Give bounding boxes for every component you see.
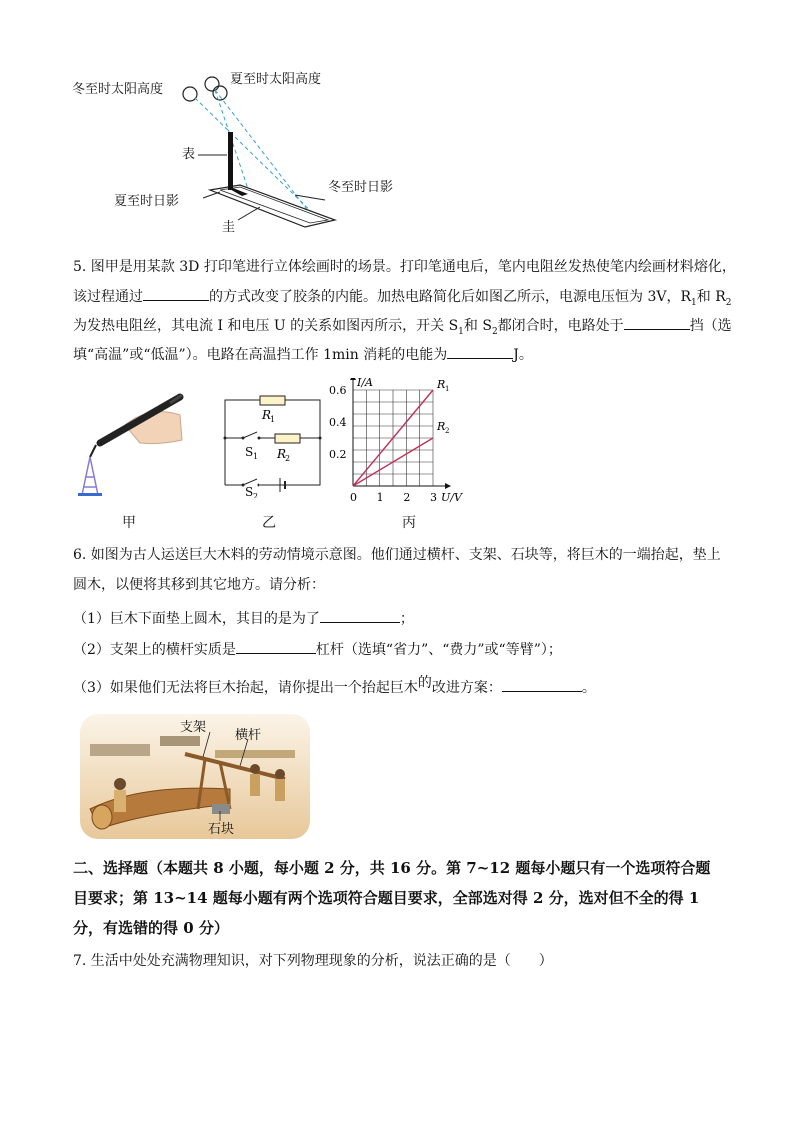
winter-sun-label: 冬至时太阳高度 <box>72 82 164 97</box>
q5-line1: 5. 图甲是用某款 3D 打印笔进行立体绘画时的场景。打印笔通电后，笔内电阻丝发热使笔内绘画材料熔化， <box>73 259 736 275</box>
gnomon-figure <box>70 70 430 240</box>
winter-sun-icon <box>213 86 227 100</box>
support-label: 支架 <box>180 720 207 735</box>
series-label-r2: R <box>437 420 446 433</box>
svg-text:1: 1 <box>253 452 259 461</box>
circuit-s1-label: S <box>245 445 254 459</box>
pen-illustration <box>70 385 190 505</box>
q5-line4: 填“高温”或“低温”）。电路在高温挡工作 1min 消耗的电能为 J。 <box>73 344 533 365</box>
q7-text: 7. 生活中处处充满物理知识，对下列物理现象的分析，说法正确的是（ ） <box>73 953 553 969</box>
summer-sun-label: 夏至时太阳高度 <box>230 72 322 87</box>
series-label-sub-r2: 2 <box>445 427 450 435</box>
y-tick-label: 0.4 <box>329 416 347 429</box>
x-axis-arrow <box>445 483 451 489</box>
fig-b-caption: 乙 <box>262 515 276 531</box>
q6-part1: （1）巨木下面垫上圆木，其目的是为了 ； <box>73 608 414 629</box>
y-axis-arrow <box>350 378 356 380</box>
winter-shadow-label: 冬至时日影 <box>328 180 394 195</box>
section2-line1: 二、选择题（本题共 8 小题，每小题 2 分，共 16 分。第 7~12 题每小题只有一个选项符合题 <box>73 859 711 877</box>
lever-label: 横杆 <box>235 728 262 743</box>
svg-text:1: 1 <box>270 415 276 424</box>
x-tick-label: 2 <box>403 491 411 504</box>
fig-a-pen <box>70 385 190 505</box>
y-axis-label: I/A <box>357 378 373 389</box>
fig-c-chart <box>320 378 480 513</box>
circuit-diagram <box>215 388 325 498</box>
x-tick-label: 0 <box>350 491 357 504</box>
series-label-r1: R <box>437 378 446 391</box>
svg-text:2: 2 <box>253 492 259 498</box>
ancient-lumber-figure <box>80 714 310 839</box>
section2-line3: 分，有选错的得 0 分） <box>73 919 229 937</box>
fig-b-circuit <box>215 388 325 498</box>
y-tick-label: 0.2 <box>329 448 347 461</box>
pole-label: 表 <box>182 147 196 162</box>
gnomon-pole <box>228 132 233 190</box>
q6-line2: 圆木，以便将其移到其它地方。请分析： <box>73 577 325 593</box>
section2-line2: 目要求；第 13~14 题每小题有两个选项符合题目要求，全部选对得 2 分，选对但不全的得 1 <box>73 889 700 907</box>
fig-c-caption: 丙 <box>402 515 416 531</box>
q6-part2: （2）支架上的横杆实质是 杠杆（选填“省力”、“费力”或“等臂”）； <box>73 639 562 660</box>
fig-a-caption: 甲 <box>122 515 136 531</box>
x-tick-label: 1 <box>376 491 384 504</box>
winter-sun-circle <box>183 87 197 101</box>
stone-label: 石块 <box>208 822 235 837</box>
q5-line3: 为发热电阻丝，其电流 I 和电压 U 的关系如图丙所示，开关 $S_1$和 $S_2$都闭合时，电路处于 挡（选 <box>73 315 732 342</box>
circuit-r1-label: R <box>262 408 272 422</box>
iu-chart-svg <box>320 378 480 513</box>
q6-part3: （3）如果他们无法将巨木抬起，请你提出一个抬起巨木的改进方案： 。 <box>73 675 596 696</box>
y-tick-label: 0.6 <box>329 384 347 397</box>
x-axis-label: U/V <box>441 491 462 504</box>
series-label-sub-r1: 1 <box>445 385 450 393</box>
summer-sun-icon <box>205 77 219 91</box>
svg-text:2: 2 <box>285 454 291 463</box>
circuit-r2-label: R <box>277 447 287 461</box>
summer-shadow-label: 夏至时日影 <box>114 194 180 209</box>
base-label: 圭 <box>222 220 236 235</box>
q6-line1: 6. 如图为古人运送巨大木料的劳动情境示意图。他们通过横杆、支架、石块等，将巨木的一端抬起，垫上 <box>73 547 721 563</box>
q5-line2: 该过程通过 的方式改变了胶条的内能。加热电路简化后如图乙所示，电源电压恒为 3V，$R_1$和 $R_2$ <box>73 286 731 313</box>
x-tick-label: 3 <box>430 491 437 504</box>
circuit-s2-label: S <box>245 485 254 498</box>
